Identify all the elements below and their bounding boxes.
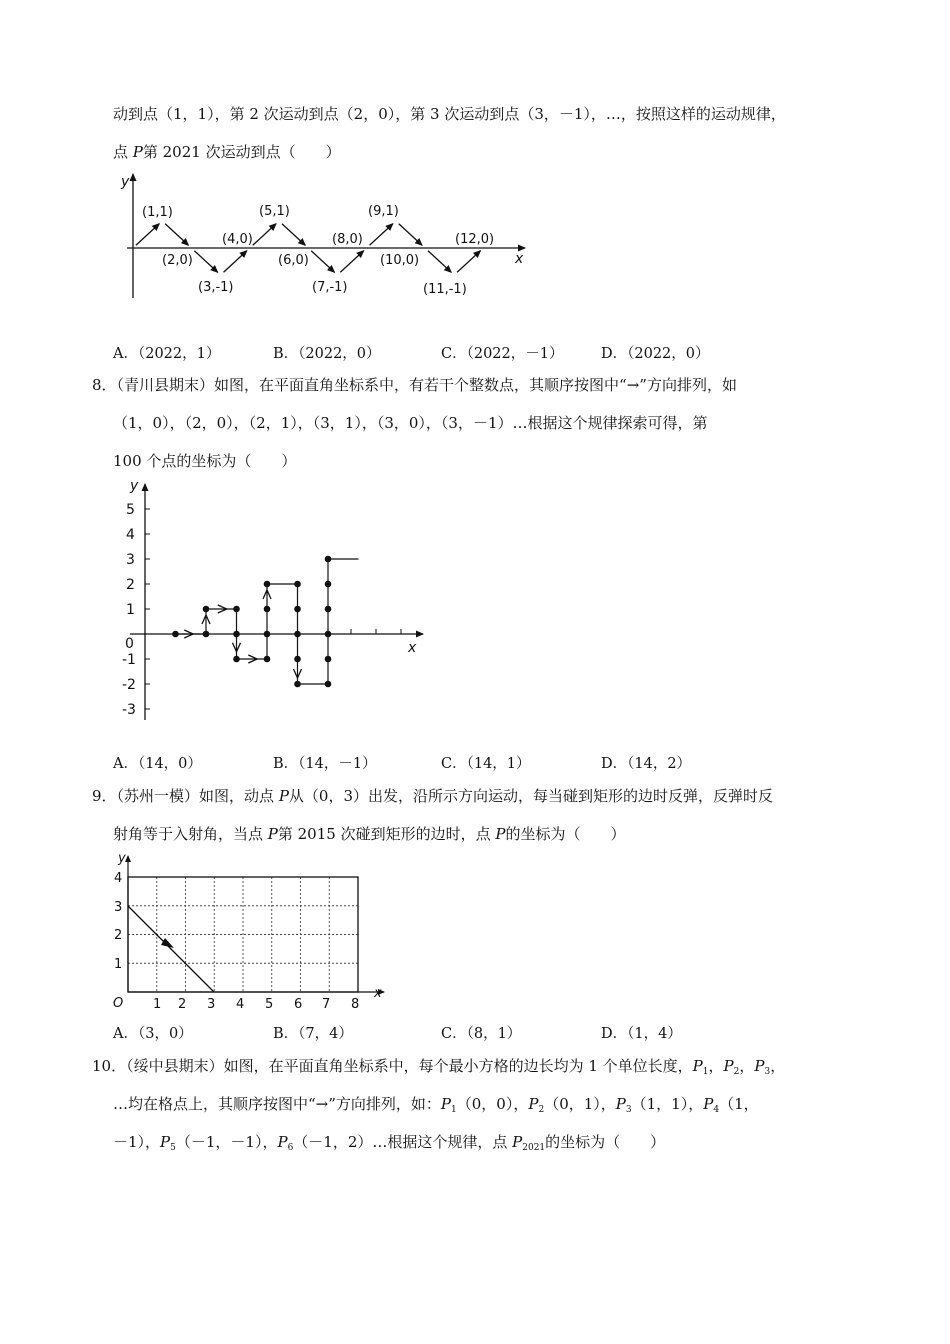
q8-lattice-point (203, 606, 210, 613)
q7-arrow-segment (224, 251, 247, 273)
q7-y-label: y (121, 174, 130, 190)
q7-label-6-0: (6,0) (278, 253, 309, 268)
q8-lattice-point (325, 631, 332, 638)
q9-graph (110, 850, 400, 1010)
q8-lattice-point (325, 681, 332, 688)
q8-lattice-point (325, 556, 332, 563)
q7-label-8-0: (8,0) (332, 232, 363, 247)
q8-ytick-3: 3 (126, 552, 135, 568)
q8-lattice-point (233, 656, 240, 663)
q8-lattice-point (294, 606, 301, 613)
q9-origin: O (113, 996, 124, 1011)
q7-arrow-segment (457, 251, 480, 273)
q7-arrow-segment (340, 251, 363, 273)
q7-label-9-1: (9,1) (368, 204, 399, 219)
q7-label-12-0: (12,0) (455, 232, 495, 247)
q8-option-a[interactable]: A．（14，0） (113, 756, 202, 772)
q8-x-label: x (408, 640, 417, 656)
q9-ytick: 4 (114, 871, 123, 886)
q7-option-b[interactable]: B．（2022，0） (273, 346, 381, 362)
q8-ytick-m1: -1 (122, 652, 136, 668)
q8-option-c[interactable]: C．（14，1） (441, 756, 531, 772)
q8-lattice-point (264, 656, 271, 663)
q8-ytick-2: 2 (126, 577, 135, 593)
q9-motion-line (128, 906, 214, 992)
q7-text-line2: 点 P第 2021 次运动到点（ ） (113, 143, 341, 161)
q7-label-11-m1: (11,-1) (423, 282, 467, 297)
q9-direction-arrow (161, 938, 174, 948)
q8-lattice-point (325, 656, 332, 663)
q8-lattice-point (294, 656, 301, 663)
q8-lattice-point (294, 631, 301, 638)
q10-text-line2: …均在格点上，其顺序按图中“→”方向排列，如：$P_1(0$，0），$P_2(0$，1），$P_3(1$，1），$P_4(1$， (113, 1095, 759, 1115)
q7-text-line1: 动到点（1，1），第 2 次运动到点（2，0），第 3 次运动到点（3，－1），…，按照这样的运动规律， (113, 105, 786, 123)
q7-label-3-m1: (3,-1) (198, 280, 234, 295)
q8-lattice-point (264, 606, 271, 613)
q7-x-label: x (515, 251, 524, 267)
q8-lattice-point (233, 606, 240, 613)
q7-options (113, 342, 833, 362)
q9-xtick: 2 (178, 997, 187, 1012)
q7-arrow-segment (370, 224, 393, 246)
q8-options (113, 752, 833, 772)
q8-text-line2: （1，0），（2，0），（2，1），（3，1），（3，0），（3，－1）…根据这个规律探索可得，第 (113, 414, 708, 432)
q7-arrow-segment (282, 224, 305, 246)
q8-text-line1: 8．（青川县期末）如图，在平面直角坐标系中，有若干个整数点，其顺序按图中“→”方向排列，如 (92, 376, 737, 394)
q9-ytick: 3 (114, 900, 123, 915)
q7-label-4-0: (4,0) (222, 232, 253, 247)
q9-option-d[interactable]: D．（1，4） (601, 1026, 682, 1042)
q8-lattice-point (264, 631, 271, 638)
q9-xtick: 5 (265, 997, 274, 1012)
q9-xtick: 4 (236, 997, 245, 1012)
q7-arrow-segment (194, 251, 217, 273)
q8-step-path (172, 556, 358, 688)
q9-text-line1: 9．（苏州一模）如图，动点 P从（0，3）出发，沿所示方向运动，每当碰到矩形的边时反弹，反弹时反 (92, 787, 774, 805)
q9-option-c[interactable]: C．（8，1） (441, 1026, 522, 1042)
q7-label-10-0: (10,0) (380, 253, 420, 268)
q9-option-a[interactable]: A．（3，0） (113, 1026, 193, 1042)
q9-ytick: 1 (114, 957, 123, 972)
q8-ytick-m2: -2 (122, 677, 136, 693)
q8-graph (110, 478, 430, 728)
q7-option-d[interactable]: D．（2022，0） (601, 346, 710, 362)
q9-y-label: y (118, 851, 126, 866)
q9-x-label: x (374, 986, 382, 1001)
var-p: P (132, 143, 143, 161)
q7-arrow-segment (399, 224, 422, 246)
q9-options (113, 1022, 833, 1042)
q8-lattice-point (325, 606, 332, 613)
q9-ytick: 2 (114, 928, 123, 943)
q8-lattice-point (294, 681, 301, 688)
q7-label-2-0: (2,0) (162, 253, 193, 268)
q8-origin: 0 (125, 636, 134, 652)
q10-text-line3: －1），$P_5(-1$，－1），$P_6(-1$，2）…根据这个规律，点 $P_{2021}$的坐标为（ ） (113, 1133, 666, 1153)
q7-option-a[interactable]: A．（2022，1） (113, 346, 221, 362)
q9-xtick: 8 (351, 997, 360, 1012)
q7-label-7-m1: (7,-1) (312, 280, 348, 295)
q8-ytick-4: 4 (126, 527, 135, 543)
q7-arrow-segment (136, 224, 159, 246)
q9-xtick: 1 (153, 997, 162, 1012)
q7-arrow-segment (253, 224, 276, 246)
q8-option-d[interactable]: D．（14，2） (601, 756, 692, 772)
q8-y-label: y (130, 478, 139, 494)
q7-label-1-1: (1,1) (142, 205, 173, 220)
q8-ytick-m3: -3 (122, 702, 136, 718)
q8-lattice-point (233, 631, 240, 638)
q8-lattice-point (325, 581, 332, 588)
q9-xtick: 3 (207, 997, 216, 1012)
q7-graph (115, 170, 535, 300)
q10-text-line1: 10．（绥中县期末）如图，在平面直角坐标系中，每个最小方格的边长均为 1 个单位长度，$P_1$，$P_2$，$P_3$， (92, 1057, 786, 1077)
q9-text-line2: 射角等于入射角，当点 P第 2015 次碰到矩形的边时，点 P的坐标为（ ） (113, 825, 626, 843)
q9-xtick: 6 (294, 997, 303, 1012)
q7-option-c[interactable]: C．（2022，－1） (441, 346, 564, 362)
q8-option-b[interactable]: B．（14，－1） (273, 756, 377, 772)
q8-lattice-point (172, 631, 179, 638)
q7-label-5-1: (5,1) (259, 204, 290, 219)
q7-arrow-segment (165, 224, 188, 246)
q9-option-b[interactable]: B．（7，4） (273, 1026, 353, 1042)
q7-arrow-segment (311, 251, 334, 273)
q8-lattice-point (203, 631, 210, 638)
q8-ytick-5: 5 (126, 502, 135, 518)
q8-lattice-point (294, 581, 301, 588)
q8-lattice-point (264, 581, 271, 588)
q8-ytick-1: 1 (126, 602, 135, 618)
q7-arrow-segment (428, 251, 451, 273)
q9-xtick: 7 (322, 997, 331, 1012)
q9-dotted-grid (128, 877, 358, 992)
q8-text-line3: 100 个点的坐标为（ ） (113, 452, 297, 470)
